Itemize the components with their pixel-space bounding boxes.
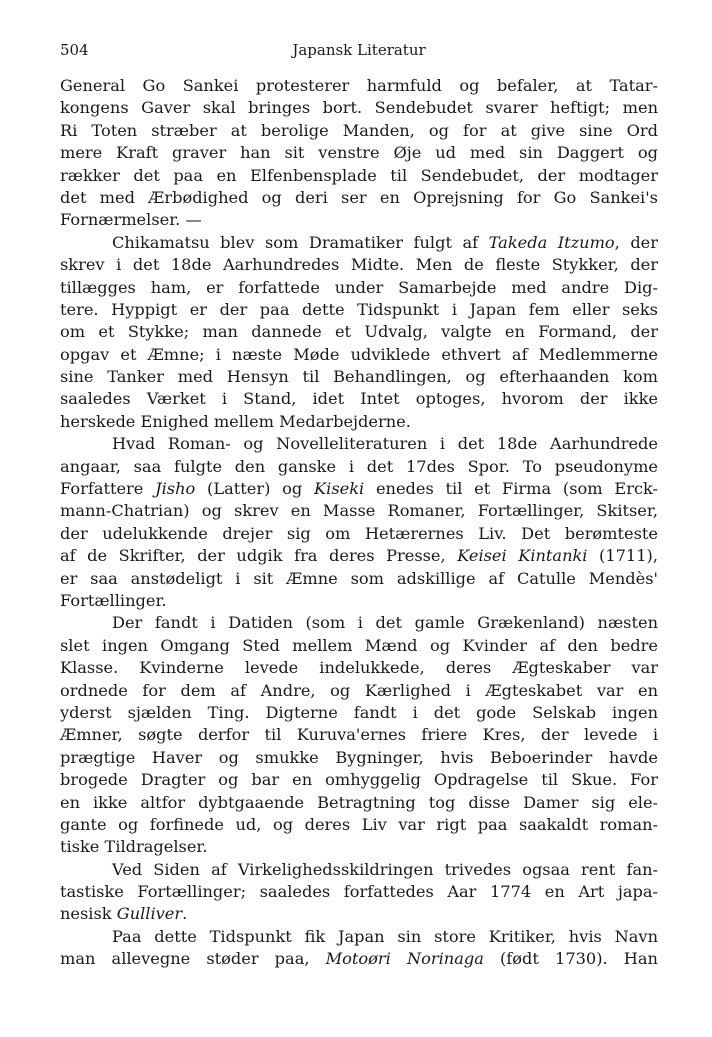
text-line [60, 859, 658, 881]
text-line [60, 724, 658, 746]
text-segment: en ikke altfor dybtgaaende Betragtning tog disse Damer sig ele- [60, 792, 658, 812]
text-line [60, 388, 658, 410]
text-line [60, 612, 658, 634]
italic-text: Jisho [155, 479, 196, 499]
text-segment: mere Kraft graver han sit venstre Øje ud med sin Daggert og [60, 143, 658, 163]
text-line [60, 433, 658, 455]
text-line [60, 254, 658, 276]
text-segment: Chikamatsu blev som Dramatiker fulgt af [112, 232, 489, 252]
text-line [60, 926, 658, 948]
text-line [60, 344, 658, 366]
text-segment: Ri Toten stræber at berolige Manden, og for at give sine Ord [60, 120, 658, 140]
text-line [60, 478, 658, 500]
text-segment: ordnede for dem af Andre, og Kærlighed i Ægteskabet var en [60, 680, 658, 700]
text-segment: om et Stykke; man dannede et Udvalg, valgte en Formand, der [60, 322, 658, 342]
text-segment: tere. Hyppigt er der paa dette Tidspunkt i Japan fem eller seks [60, 299, 658, 319]
text-segment: tillægges ham, er forfattede under Samarbejde med andre Dig- [60, 277, 658, 297]
text-line [60, 142, 658, 164]
text-segment: Der fandt i Datiden (som i det gamle Grækenland) næsten [112, 613, 658, 633]
text-line [60, 814, 658, 836]
text-segment: der udelukkende drejer sig om Hetærernes Liv. Det berømteste [60, 523, 658, 543]
text-segment: Klasse. Kvinderne levede indelukkede, deres Ægteskaber var [60, 658, 658, 678]
italic-text: Keisei Kintanki [457, 546, 588, 566]
text-segment: (født 1730). Han [483, 949, 658, 969]
text-line [60, 366, 658, 388]
text-line [60, 97, 658, 119]
text-line [60, 702, 658, 724]
text-line [60, 948, 658, 970]
text-segment: Paa dette Tidspunkt fik Japan sin store Kritiker, hvis Navn [112, 926, 658, 946]
text-segment: sine Tanker med Hensyn til Behandlingen, og efterhaanden kom [60, 367, 658, 387]
text-segment: General Go Sankei protesterer harmfuld og befaler, at Tatar- [60, 76, 658, 95]
text-line [60, 209, 658, 231]
italic-text: Gulliver [116, 904, 183, 924]
text-segment: angaar, saa fulgte den ganske i det 17des Spor. To pseudonyme [60, 456, 658, 476]
text-segment: Fortællinger. [60, 590, 167, 610]
text-segment: (Latter) og [195, 479, 315, 499]
text-segment: , der [614, 232, 658, 252]
running-title: Japansk Literatur [292, 41, 426, 59]
text-segment: saaledes Værket i Stand, idet Intet optoges, hvorom der ikke [60, 389, 658, 409]
text-line [60, 635, 658, 657]
text-segment: Ved Siden af Virkelighedsskildringen trivedes ogsaa rent fan- [112, 859, 658, 879]
text-segment: brogede Dragter og bar en omhyggelig Opdragelse til Skue. For [60, 770, 658, 790]
text-line [60, 881, 658, 903]
text-segment: skrev i det 18de Aarhundredes Midte. Men de fleste Stykker, der [60, 255, 658, 275]
text-line [60, 545, 658, 567]
text-segment: herskede Enighed mellem Medarbejderne. [60, 411, 411, 431]
text-segment: nesisk [60, 904, 117, 924]
text-segment: kongens Gaver skal bringes bort. Sendebudet svarer heftigt; men [60, 98, 658, 118]
text-segment: slet ingen Omgang Sted mellem Mænd og Kvinder af den bedre [60, 635, 658, 655]
text-line [60, 120, 658, 142]
text-segment: Æmner, søgte derfor til Kuruva'ernes friere Kres, der levede i [60, 725, 658, 745]
text-segment: tastiske Fortællinger; saaledes forfattedes Aar 1774 en Art japa- [60, 882, 658, 902]
text-segment: man allevegne støder paa, [60, 949, 326, 969]
text-line [60, 568, 658, 590]
text-segment: af de Skrifter, der udgik fra deres Presse, [60, 546, 458, 566]
text-segment: rækker det paa en Elfenbensplade til Sendebudet, der modtager [60, 165, 658, 185]
text-segment: tiske Tildragelser. [60, 837, 208, 857]
text-line [60, 165, 658, 187]
text-segment: det med Ærbødighed og deri ser en Oprejsning for Go Sankei's [60, 187, 658, 207]
text-line [60, 836, 658, 858]
page-number: 504 [60, 41, 89, 59]
text-line [60, 769, 658, 791]
text-line [60, 411, 658, 433]
text-segment: Forfattere [60, 479, 156, 499]
text-segment: (1711), [587, 546, 658, 566]
text-line [60, 590, 658, 612]
text-segment: Fornærmelser. — [60, 210, 202, 230]
text-segment: gante og forfinede ud, og deres Liv var rigt paa saakaldt roman- [60, 814, 658, 834]
text-line [60, 456, 658, 478]
page-header [60, 38, 658, 62]
text-line [60, 277, 658, 299]
text-line [60, 187, 658, 209]
text-line [60, 680, 658, 702]
italic-text: Motoøri Norinaga [325, 949, 484, 969]
text-line [60, 75, 658, 97]
text-line [60, 232, 658, 254]
text-line [60, 747, 658, 769]
text-line [60, 657, 658, 679]
italic-text: Kiseki [314, 479, 365, 499]
text-line [60, 321, 658, 343]
text-line [60, 299, 658, 321]
text-segment: prægtige Haver og smukke Bygninger, hvis Beboerinder havde [60, 747, 658, 767]
text-segment: mann-Chatrian) og skrev en Masse Romaner, Fortællinger, Skitser, [60, 501, 658, 521]
text-segment: enedes til et Firma (som Erck- [364, 479, 658, 499]
text-line [60, 792, 658, 814]
text-line [60, 523, 658, 545]
text-line [60, 500, 658, 522]
italic-text: Takeda Itzumo [488, 232, 615, 252]
text-segment: er saa anstødeligt i sit Æmne som adskillige af Catulle Mendès' [60, 568, 658, 588]
text-line [60, 903, 658, 925]
text-segment: . [182, 904, 188, 924]
text-segment: opgav et Æmne; i næste Møde udviklede ethvert af Medlemmerne [60, 344, 658, 364]
text-segment: Hvad Roman- og Novelleliteraturen i det 18de Aarhundrede [112, 434, 658, 454]
body-text [60, 75, 658, 971]
text-segment: yderst sjælden Ting. Digterne fandt i det gode Selskab ingen [60, 702, 658, 722]
